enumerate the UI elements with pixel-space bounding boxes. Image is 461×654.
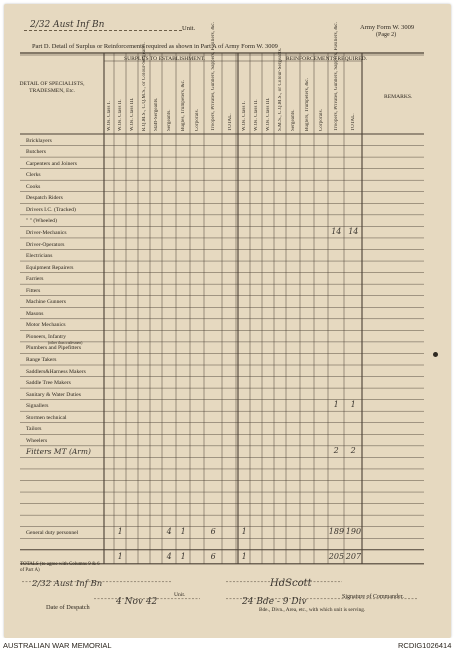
row-label: Electricians	[26, 253, 53, 260]
page-label: (Page 2)	[376, 32, 397, 38]
row-label: Fitters	[26, 287, 41, 294]
archive-credit-bar	[0, 638, 461, 654]
row-label: Masons	[26, 310, 44, 317]
row-label: Stormen technical	[26, 414, 67, 421]
column-header: W.Os. Class II.	[253, 99, 259, 131]
row-label: Cooks	[26, 183, 41, 190]
row-label: Drivers I.C. (Tracked)	[26, 206, 76, 213]
column-header: Bugles, Trumpeters, &c.	[180, 79, 186, 131]
reinforcements-header: REINFORCEMENTS REQUIRED.	[286, 56, 368, 62]
column-header: TOTAL.	[350, 113, 356, 131]
row-label: Equipment Repairers	[26, 264, 74, 271]
cell-entry: 6	[210, 527, 216, 537]
form-number: Army Form W. 3009	[360, 24, 415, 31]
total-entry: 205	[328, 551, 345, 561]
row-label: Plumbers and Pipefitters	[26, 345, 81, 352]
row-label: Driver-Operators	[26, 241, 65, 248]
cell-entry: 2	[333, 446, 339, 456]
row-label: Butchers	[26, 149, 46, 156]
form-sheet	[4, 4, 451, 638]
unit-suffix: Unit.	[182, 25, 196, 32]
row-label: Bricklayers	[26, 137, 52, 144]
cell-entry: 1	[350, 400, 356, 410]
punch-hole	[433, 352, 438, 357]
date-label: Date of Despatch	[46, 604, 90, 611]
cell-entry: 14	[331, 226, 342, 236]
cell-entry: 1	[241, 527, 247, 537]
surplus-header: SURPLUS TO ESTABLISHMENT.	[124, 56, 206, 62]
row-label: Motor Mechanics	[26, 322, 66, 329]
detail-header: DETAIL OF SPECIALISTS, TRADESMEN, Etc.	[19, 81, 85, 94]
footer-unit-handwritten: 2/32 Aust Inf Bn	[32, 579, 103, 589]
column-header: TOTAL.	[227, 113, 233, 131]
column-header: Corporals.	[194, 109, 200, 131]
column-header: Troopers, Privates, Gunners, Sappers, Fusiliers, &c.	[333, 21, 339, 131]
row-label: " " (Wheeled)	[26, 218, 57, 225]
column-header: Troopers, Privates, Gunners, Sappers, Fusiliers, &c.	[210, 21, 216, 131]
row-label: Saddle Tree Makers	[26, 380, 71, 387]
total-entry: 1	[241, 551, 247, 561]
total-entry: 207	[345, 551, 362, 561]
cell-entry: 14	[348, 226, 359, 236]
signature-label: Signature of Commander.	[342, 594, 404, 600]
row-note: (other than tradesmen)	[48, 340, 83, 345]
row-label: Tailors	[26, 426, 42, 433]
row-label: Carpenters and Joiners	[26, 160, 77, 167]
column-header: Sergeants.	[166, 109, 172, 131]
row-label: Fitters MT (Arm)	[26, 447, 91, 457]
column-header: Corporals.	[318, 109, 324, 131]
cell-entry: 1	[333, 400, 339, 410]
row-label: Pioneers, Infantry	[26, 333, 67, 340]
row-label: Saddlers&Harness Makers	[26, 368, 86, 375]
cell-entry: 190	[345, 527, 362, 537]
column-header: W.Os. Class I.	[106, 101, 112, 131]
cell-entry: 4	[166, 527, 172, 537]
column-header: Buglers, Trumpeters, &c.	[304, 77, 310, 131]
column-header: W.Os. Class III.	[129, 97, 135, 131]
column-header: W.Os. Class III.	[265, 97, 271, 131]
total-entry: 1	[117, 551, 123, 561]
column-header: Sergeants.	[290, 109, 296, 131]
row-label: Driver-Mechanics	[26, 229, 67, 236]
cell-entry: 1	[117, 527, 123, 537]
signature: HdScott	[270, 578, 312, 589]
formation-label: Bde., Divn., Area, etc., with which unit is serving.	[259, 607, 366, 613]
column-header: W.Os. Class I.	[241, 101, 247, 131]
date-handwritten: 4 Nov 42	[116, 597, 158, 607]
row-label: General duty personnel	[26, 530, 79, 537]
row-label: Signallers	[26, 403, 49, 410]
footer-unit-label: Unit.	[174, 592, 186, 598]
formation-handwritten: 24 Bde - 9 Div	[242, 597, 307, 607]
row-label: Range Takers	[26, 357, 57, 363]
total-entry: 1	[180, 551, 186, 561]
total-entry: 6	[210, 551, 216, 561]
row-label: Clerks	[26, 172, 41, 179]
row-label: Despatch Riders	[26, 195, 63, 202]
cell-entry: 1	[180, 527, 186, 537]
credit-left: AUSTRALIAN WAR MEMORIAL	[3, 641, 112, 650]
column-header: S.M.S., C.Q.M.S., or Colour-Sergeants.	[277, 47, 283, 131]
unit-handwritten: 2/32 Aust Inf Bn	[30, 20, 105, 30]
row-label: Sanitary & Water Duties	[26, 391, 81, 398]
cell-entry: 189	[328, 527, 345, 537]
credit-right: RCDIG1026414	[398, 641, 452, 650]
cell-entry: 2	[350, 446, 356, 456]
column-header: Staff-Sergeants.	[153, 97, 159, 131]
part-title: Part D. Detail of Surplus or Reinforcements required as shown in Part A of Army Form W. 3009	[32, 43, 278, 50]
row-label: Wheelers	[26, 437, 48, 444]
remarks-header: REMARKS.	[384, 94, 413, 100]
total-entry: 4	[166, 551, 172, 561]
row-label: Farriers	[26, 276, 44, 283]
row-label: Machine Gunners	[26, 299, 66, 306]
column-header: R.Q.M.S., C.Q.M.S., or Colour-Sergeants.	[141, 42, 147, 131]
column-header: W.Os. Class II.	[117, 99, 123, 131]
totals-label: TOTALS (to agree with Columns 9 & 6 of Part A)	[20, 562, 100, 573]
